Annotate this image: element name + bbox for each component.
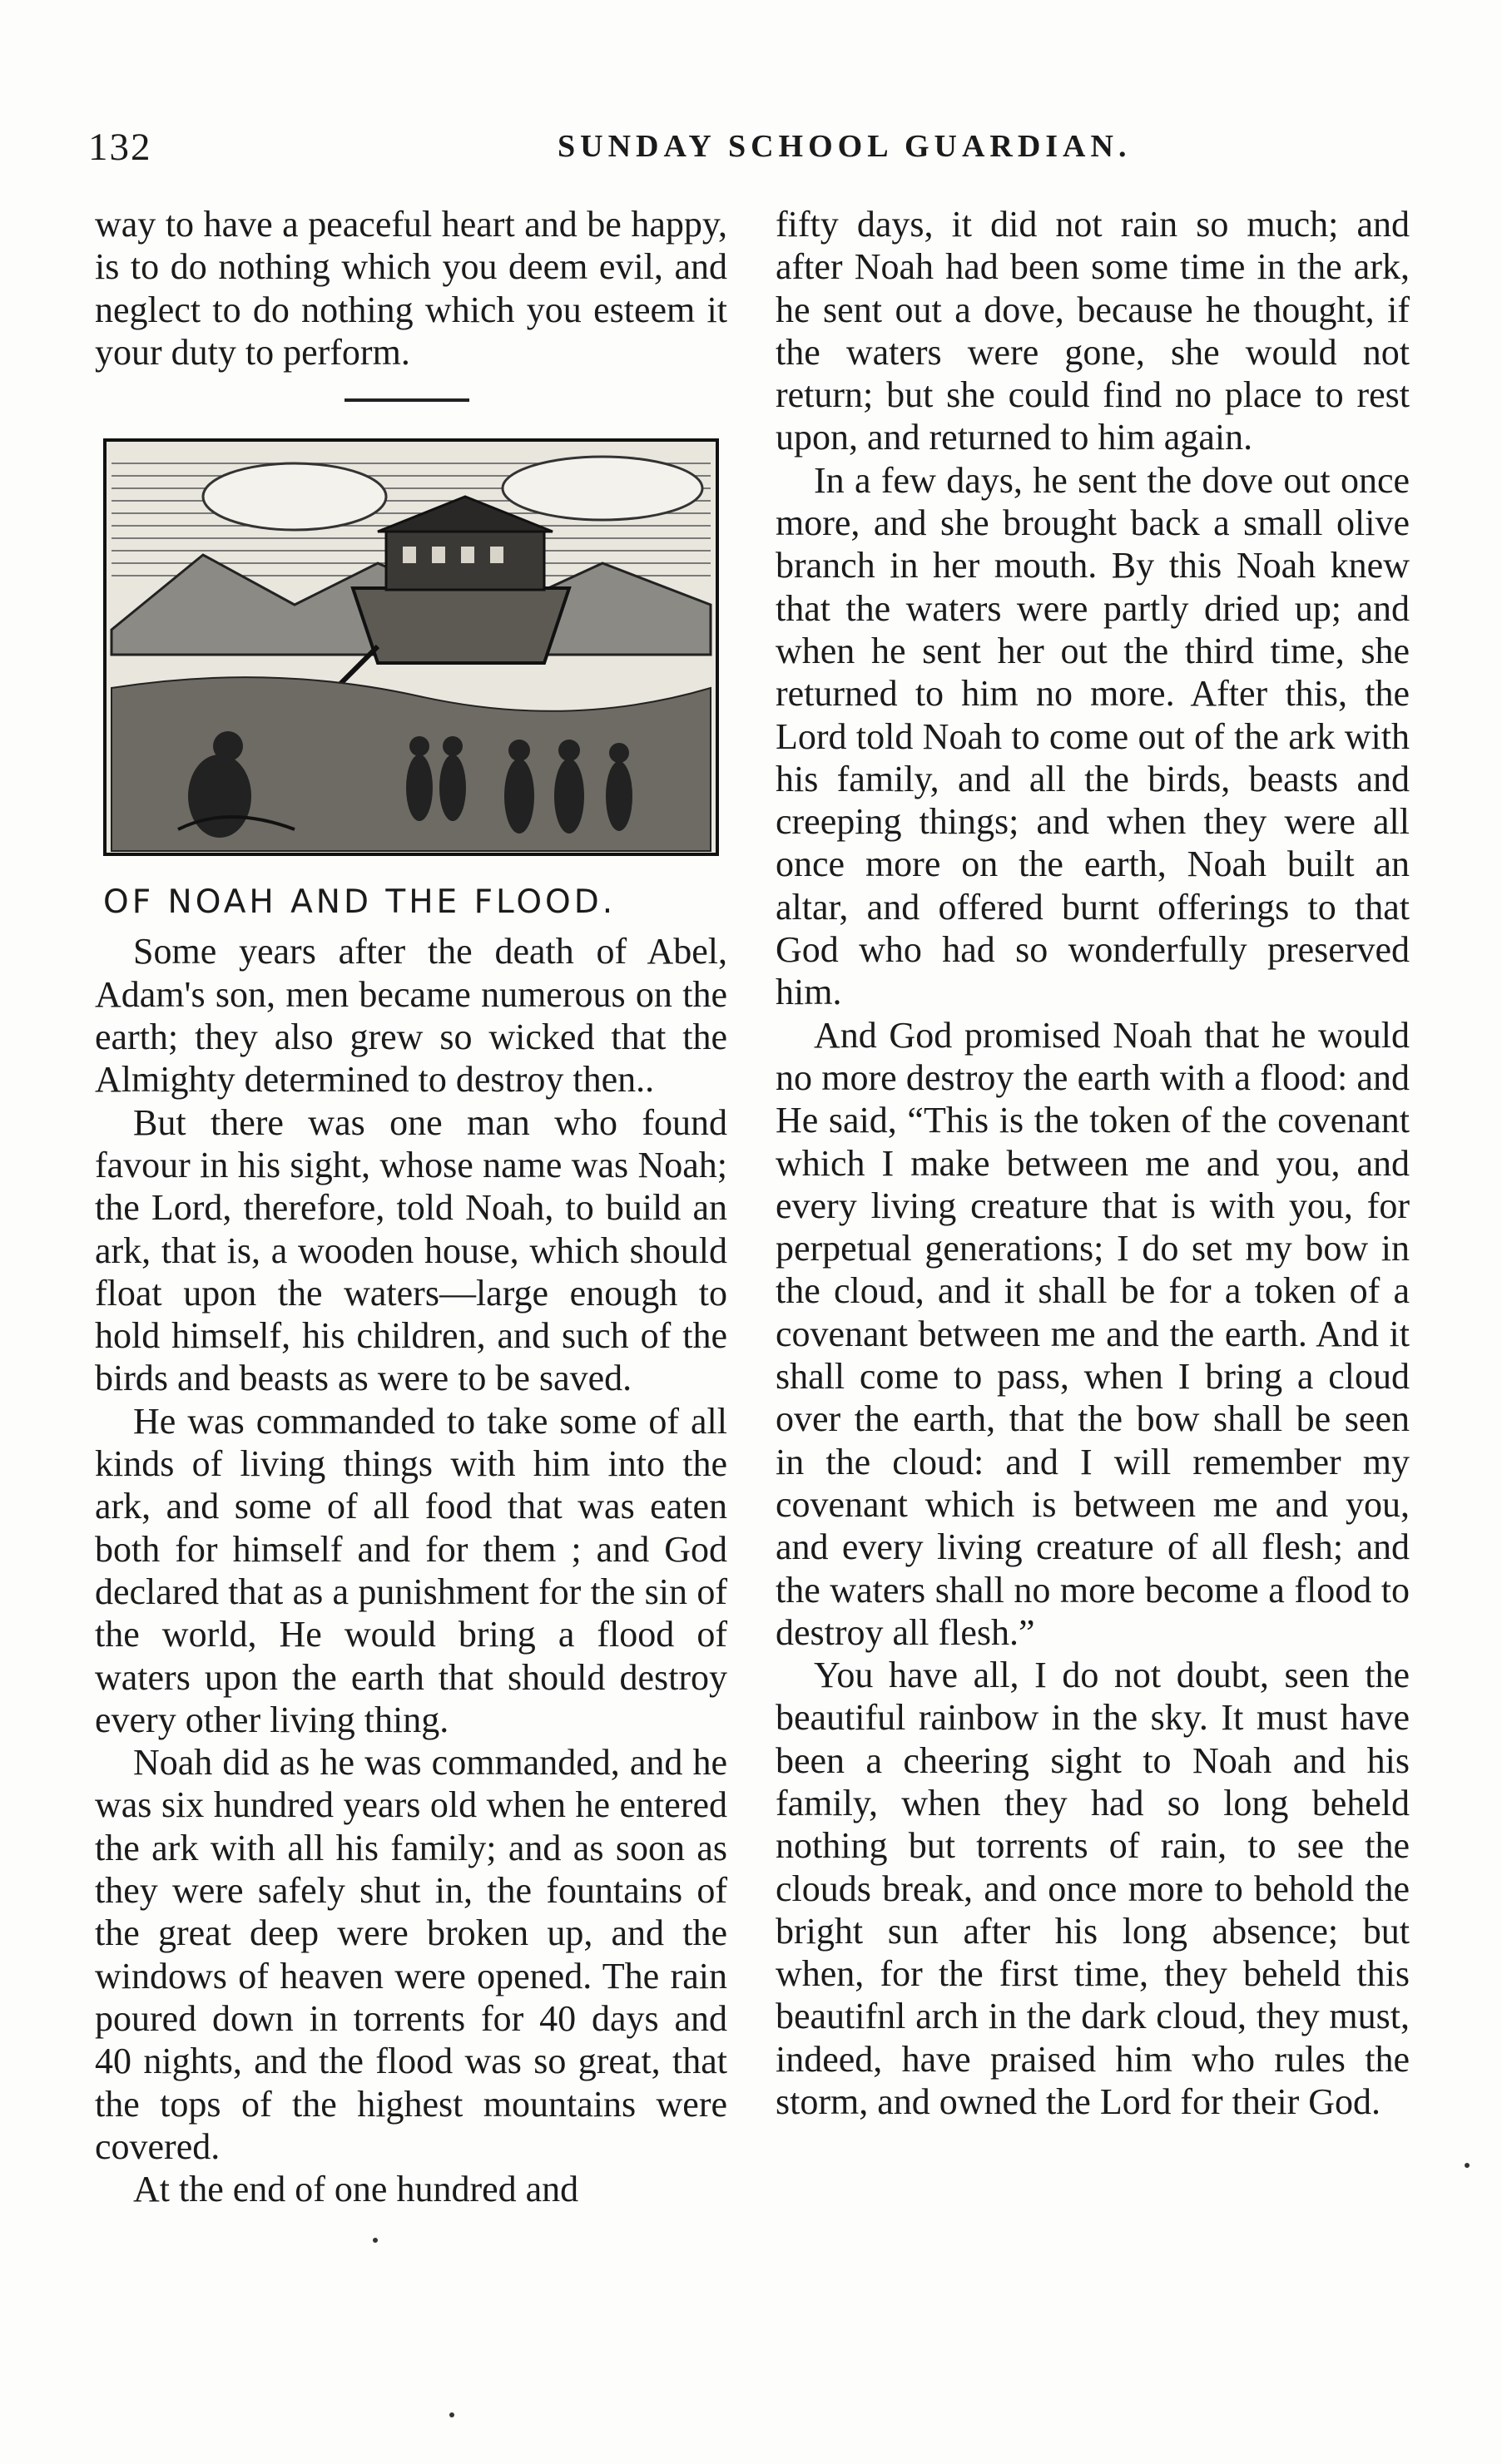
- running-title: SUNDAY SCHOOL GUARDIAN.: [558, 129, 1132, 164]
- paragraph: He was commanded to take some of all kinds of living things with him into the ark, and some of all food that was eaten both for himself and for them ; and God declared that as a punishment for the sin of the world, He would bring a flood of waters upon the earth that should destroy every other living thing.: [95, 1400, 727, 1740]
- ink-speck: [1465, 2163, 1470, 2168]
- section-divider: [345, 398, 469, 402]
- page-number: 132: [88, 126, 152, 169]
- paragraph: Noah did as he was commanded, and he was six hundred years old when he entered the ark with all his family; and as soon as they were safely shut in, the fountains of the great deep were broken up, and the windows of heaven were opened. The rain poured down in torrents for 40 days and 40 nights, and the flood was so great, that the tops of the highest mountains were covered.: [95, 1742, 727, 2167]
- paragraph: But there was one man who found favour in his sight, whose name was Noah; the Lord, therefore, told Noah, to build an ark, that is, a wooden house, which should float upon the waters—large enough to hold himself, his children, and such of the birds and beasts as were to be saved.: [95, 1101, 727, 1399]
- paragraph: And God promised Noah that he would no more destroy the earth with a flood: and He said, “This is the token of the covenant which I make between me and you, and every living creature that is with you, for perpetual generations; I do set my bow in the cloud, and it shall be for a token of a covenant between me and the earth. And it shall come to pass, when I bring a cloud over the earth, that the bow shall be seen in the cloud: and I will remember my covenant which is between me and you, and every living creature of all flesh; and the waters shall no more become a flood to destroy all flesh.”: [776, 1014, 1410, 1653]
- left-column: [95, 203, 727, 2210]
- ink-speck: [373, 2238, 378, 2243]
- paragraph: At the end of one hundred and: [133, 2169, 579, 2210]
- page-header: [0, 125, 1502, 175]
- paragraph: fifty days, it did not rain so much; and after Noah had been some time in the ark, he sent out a dove, because he thought, if the waters were gone, she would not return; but she could find no place to rest upon, and returned to him again.: [776, 204, 1410, 458]
- right-column: [776, 203, 1410, 2123]
- article-heading: OF NOAH AND THE FLOOD.: [103, 883, 617, 922]
- paragraph: You have all, I do not doubt, seen the beautiful rainbow in the sky. It must have been a cheering sight to Noah and his family, when they had so long beheld nothing but torrents of rain, to see the clouds break, and once more to behold the bright sun after his long absence; but when, for the first time, they beheld this beautifnl arch in the dark cloud, they must, indeed, have praised him who rules the storm, and owned the Lord for their God.: [776, 1655, 1410, 2123]
- paragraph: In a few days, he sent the dove out once more, and she brought back a small olive branch in her mouth. By this Noah knew that the waters were partly dried up; and when he sent her out the third time, she returned to him no more. After this, the Lord told Noah to come out of the ark with his family, and all the birds, beasts and creeping things; and when they were all once more on the earth, Noah built an altar, and offered burnt offerings to that God who had so wonderfully preserved him.: [776, 459, 1410, 1013]
- noah-ark-woodcut-image: [103, 438, 719, 856]
- paragraph: Some years after the death of Abel, Adam's son, men became numerous on the earth; they also grew so wicked that the Almighty determined to destroy then..: [95, 931, 727, 1101]
- intro-paragraph: way to have a peaceful heart and be happy, is to do nothing which you deem evil, and neglect to do nothing which you esteem it your duty to perform.: [95, 204, 727, 373]
- ink-speck: [449, 2412, 454, 2417]
